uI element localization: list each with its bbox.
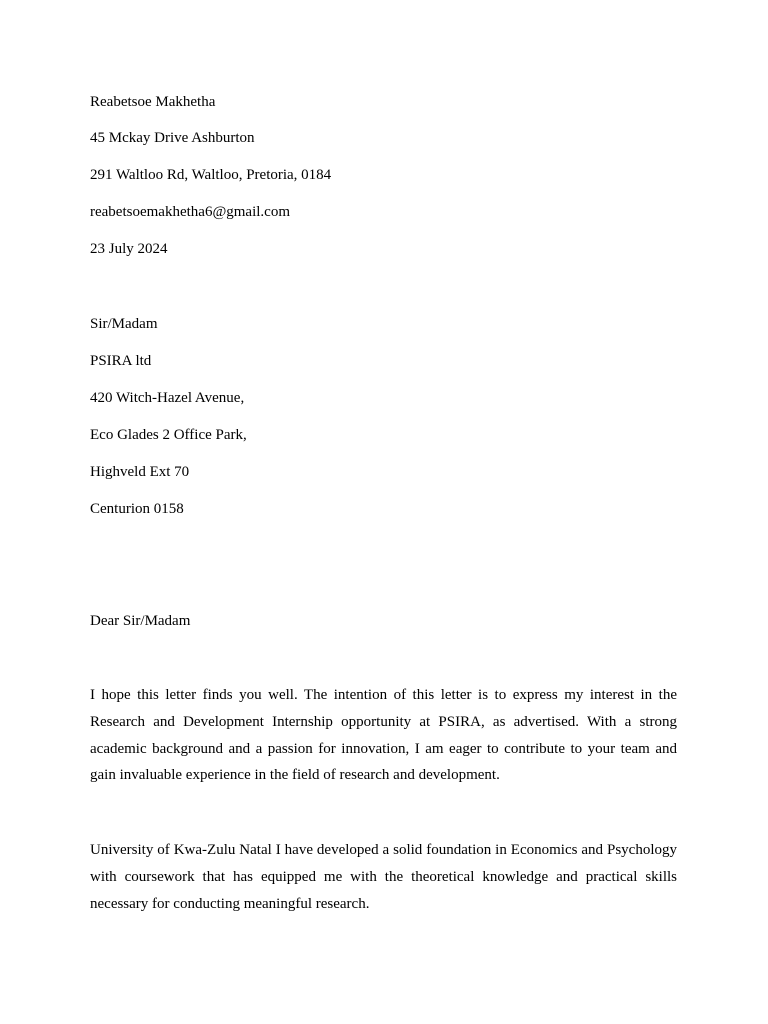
recipient-address-line-1: 420 Witch-Hazel Avenue, [90, 390, 245, 406]
recipient-name: Sir/Madam [90, 316, 158, 332]
sender-address-line-1: 45 Mckay Drive Ashburton [90, 130, 255, 146]
recipient-company: PSIRA ltd [90, 353, 152, 369]
letter-greeting: Dear Sir/Madam [90, 613, 191, 629]
letter-date: 23 July 2024 [90, 241, 168, 257]
recipient-address-line-2: Eco Glades 2 Office Park, [90, 427, 247, 443]
body-paragraph-1: I hope this letter finds you well. The intention of this letter is to express my interest in the Research and Development Internship opportunity at PSIRA, as advertised. With a strong academic background and a passion for innovation, I am eager to contribute to your team and gain invaluable experience in the field of research and development. [90, 687, 677, 784]
recipient-address-line-3: Highveld Ext 70 [90, 464, 190, 480]
body-paragraph-2: University of Kwa-Zulu Natal I have developed a solid foundation in Economics and Psychology with coursework that has equipped me with the theoretical knowledge and practical skills necessary for conducting meaningful research. [90, 842, 677, 912]
recipient-address-line-4: Centurion 0158 [90, 501, 184, 517]
sender-email: reabetsoemakhetha6@gmail.com [90, 204, 290, 220]
sender-name: Reabetsoe Makhetha [90, 94, 216, 110]
sender-address-line-2: 291 Waltloo Rd, Waltloo, Pretoria, 0184 [90, 167, 332, 183]
